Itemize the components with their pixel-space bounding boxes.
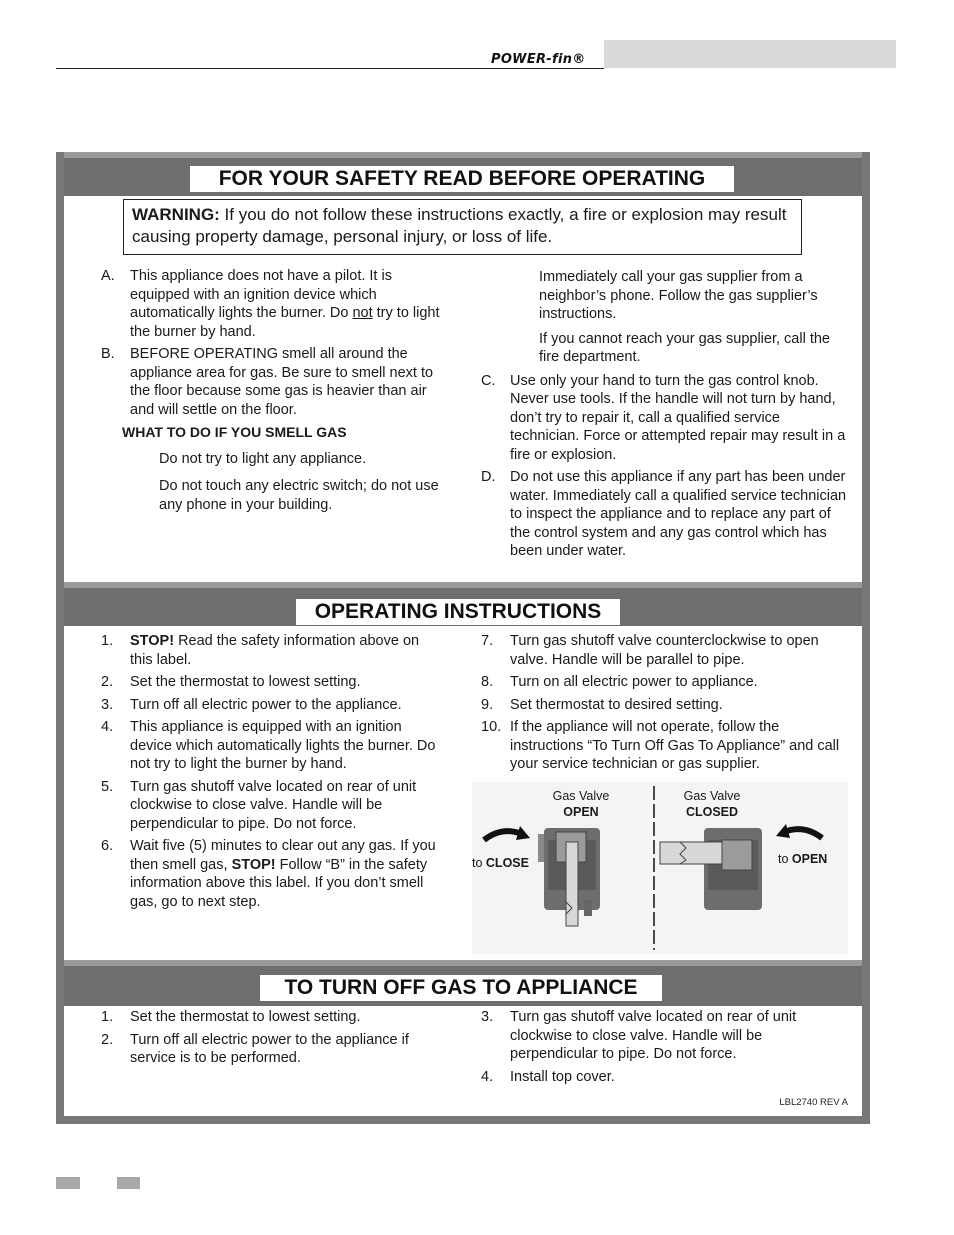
item-emphasis: STOP! (130, 633, 175, 649)
step-2 (101, 673, 441, 692)
smell-item: Do not touch any electric switch; do not use any phone in your building. (159, 478, 439, 513)
item-number: C. (481, 372, 496, 389)
item-number: 10. (481, 719, 502, 735)
label-prefix: to (778, 852, 792, 866)
valve-open-caption (546, 788, 616, 820)
step-5 (101, 778, 441, 834)
item-number: A. (101, 268, 115, 284)
operating-panel (64, 626, 862, 960)
turnoff-title: TO TURN OFF GAS TO APPLIANCE (260, 975, 662, 1001)
item-text: Install top cover. (510, 1068, 615, 1085)
item-text: Turn gas shutoff valve located on rear of unit clockwise to close valve. Handle will be perpendicular to pipe. Do not force. (510, 1009, 797, 1062)
item-number: 8. (481, 674, 494, 690)
item-number: 1. (101, 1009, 114, 1025)
safety-panel (64, 196, 862, 582)
item-number: 9. (481, 696, 494, 713)
valve-closed-caption (674, 788, 750, 820)
step-8 (481, 673, 853, 692)
item-text: Set the thermostat to lowest setting. (130, 674, 361, 690)
caption-line: OPEN (563, 805, 599, 819)
item-text: This appliance does not have a pilot. It is equipped with an ignition device which automatically lights the burner. Do (130, 268, 392, 321)
turnoff-right-column (481, 1008, 841, 1090)
item-text: Do not use this appliance if any part has been under water. Immediately call a qualified service technician to inspect the appliance and to replace any part of the control system and any gas control which has been under water. (510, 469, 847, 559)
warning-text: If you do not follow these instructions exactly, a fire or explosion may result causing property damage, personal injury, or loss of life. (132, 205, 787, 246)
safety-title: FOR YOUR SAFETY READ BEFORE OPERATING (190, 166, 734, 192)
step-4 (101, 718, 441, 774)
item-text: BEFORE OPERATING smell all around the appliance area for gas. Be sure to smell next to the floor because some gas is heavier than air and will settle on the floor. (130, 346, 434, 418)
item-number: D. (481, 469, 496, 485)
safety-right-column (481, 268, 849, 565)
turnoff-panel (64, 1006, 862, 1116)
header-bar (604, 40, 896, 68)
item-number: 5. (101, 778, 114, 795)
step-1 (101, 632, 441, 669)
step-3 (101, 696, 441, 715)
turnoff-step-2 (101, 1031, 441, 1068)
step-7 (481, 632, 853, 669)
smell-item: Do not try to light any appliance. (159, 450, 367, 467)
smell-gas-heading: WHAT TO DO IF YOU SMELL GAS (122, 424, 347, 440)
item-text: Wait five (5) minutes to clear out any gas. If you then smell gas, (130, 838, 436, 873)
smell-item: Immediately call your gas supplier from a neighbor’s phone. Follow the gas supplier’s instructions. (539, 269, 818, 322)
revision-code: LBL2740 REV A (779, 1097, 848, 1108)
item-number: 4. (481, 1068, 494, 1085)
item-number: 3. (101, 696, 114, 713)
item-number: 2. (101, 1031, 114, 1048)
caption-line: CLOSED (685, 805, 739, 819)
item-number: 7. (481, 633, 494, 649)
safety-item-c (481, 372, 849, 465)
warning-box (123, 199, 802, 255)
item-text: Turn on all electric power to appliance. (510, 674, 758, 690)
item-text: If the appliance will not operate, follow the instructions “To Turn Off Gas To Appliance” and call your service technician or gas supplier. (510, 719, 840, 772)
step-10 (481, 718, 853, 774)
label-prefix: to (472, 856, 486, 870)
smell-item: If you cannot reach your gas supplier, call the fire department. (539, 330, 830, 365)
turnoff-step-3 (481, 1008, 841, 1064)
item-number: 1. (101, 633, 114, 649)
item-text: Use only your hand to turn the gas control knob. Never use tools. If the handle will not turn by hand, don’t try to repair it, call a qualified service technician. Force or attempted repair may result in a fire or explosion. (510, 372, 846, 463)
turnoff-left-column (101, 1008, 441, 1072)
item-text: Turn off all electric power to the appliance if service is to be performed. (130, 1031, 409, 1066)
step-9 (481, 696, 853, 715)
label-action: OPEN (791, 852, 828, 866)
to-close-label (472, 856, 529, 870)
item-text: try to light the burner by hand. (130, 305, 440, 340)
brand-logo (491, 50, 604, 68)
item-number: B. (101, 346, 115, 362)
item-number: 2. (101, 674, 114, 690)
item-text: Turn gas shutoff valve located on rear of unit clockwise to close valve. Handle will be perpendicular to pipe. Do not force. (130, 778, 417, 832)
item-text: Turn off all electric power to the appliance. (130, 696, 402, 713)
item-text: Set thermostat to desired setting. (510, 696, 723, 713)
operating-left-column (101, 632, 441, 915)
header-rule (56, 68, 604, 69)
footer-tab-right (117, 1177, 140, 1189)
item-number: 3. (481, 1009, 494, 1025)
item-number: 4. (101, 719, 114, 735)
warning-label: WARNING: (132, 205, 220, 224)
safety-item-a (101, 267, 441, 341)
item-text: Read the safety information above on this label. (130, 633, 420, 668)
step-6 (101, 837, 441, 911)
item-text: Turn gas shutoff valve counterclockwise to open valve. Handle will be parallel to pipe. (510, 633, 819, 668)
safety-item-b (101, 345, 441, 419)
safety-left-column (101, 267, 441, 523)
footer-tab-left (56, 1177, 80, 1189)
safety-label (56, 152, 870, 1124)
caption-line: Gas Valve (683, 789, 741, 803)
item-emphasis: STOP! (231, 856, 276, 873)
item-number: 6. (101, 838, 114, 854)
label-action: CLOSE (485, 856, 529, 870)
operating-right-column (481, 632, 853, 778)
to-open-label (778, 852, 827, 866)
gas-valve-illustration (472, 782, 848, 954)
item-text: This appliance is equipped with an ignition device which automatically lights the burner. Do not try to light the burner by hand. (130, 719, 436, 772)
turnoff-step-4 (481, 1068, 841, 1087)
item-emphasis: not (352, 305, 373, 321)
operating-title: OPERATING INSTRUCTIONS (296, 599, 620, 625)
safety-item-d (481, 468, 849, 561)
brand-name: POWER-fin® (491, 52, 586, 67)
item-text: Follow “B” in the safety information above this label. If you don’t smell gas, go to next step. (130, 856, 428, 910)
item-text: Set the thermostat to lowest setting. (130, 1009, 361, 1025)
turnoff-step-1 (101, 1008, 441, 1027)
caption-line: Gas Valve (552, 789, 610, 803)
